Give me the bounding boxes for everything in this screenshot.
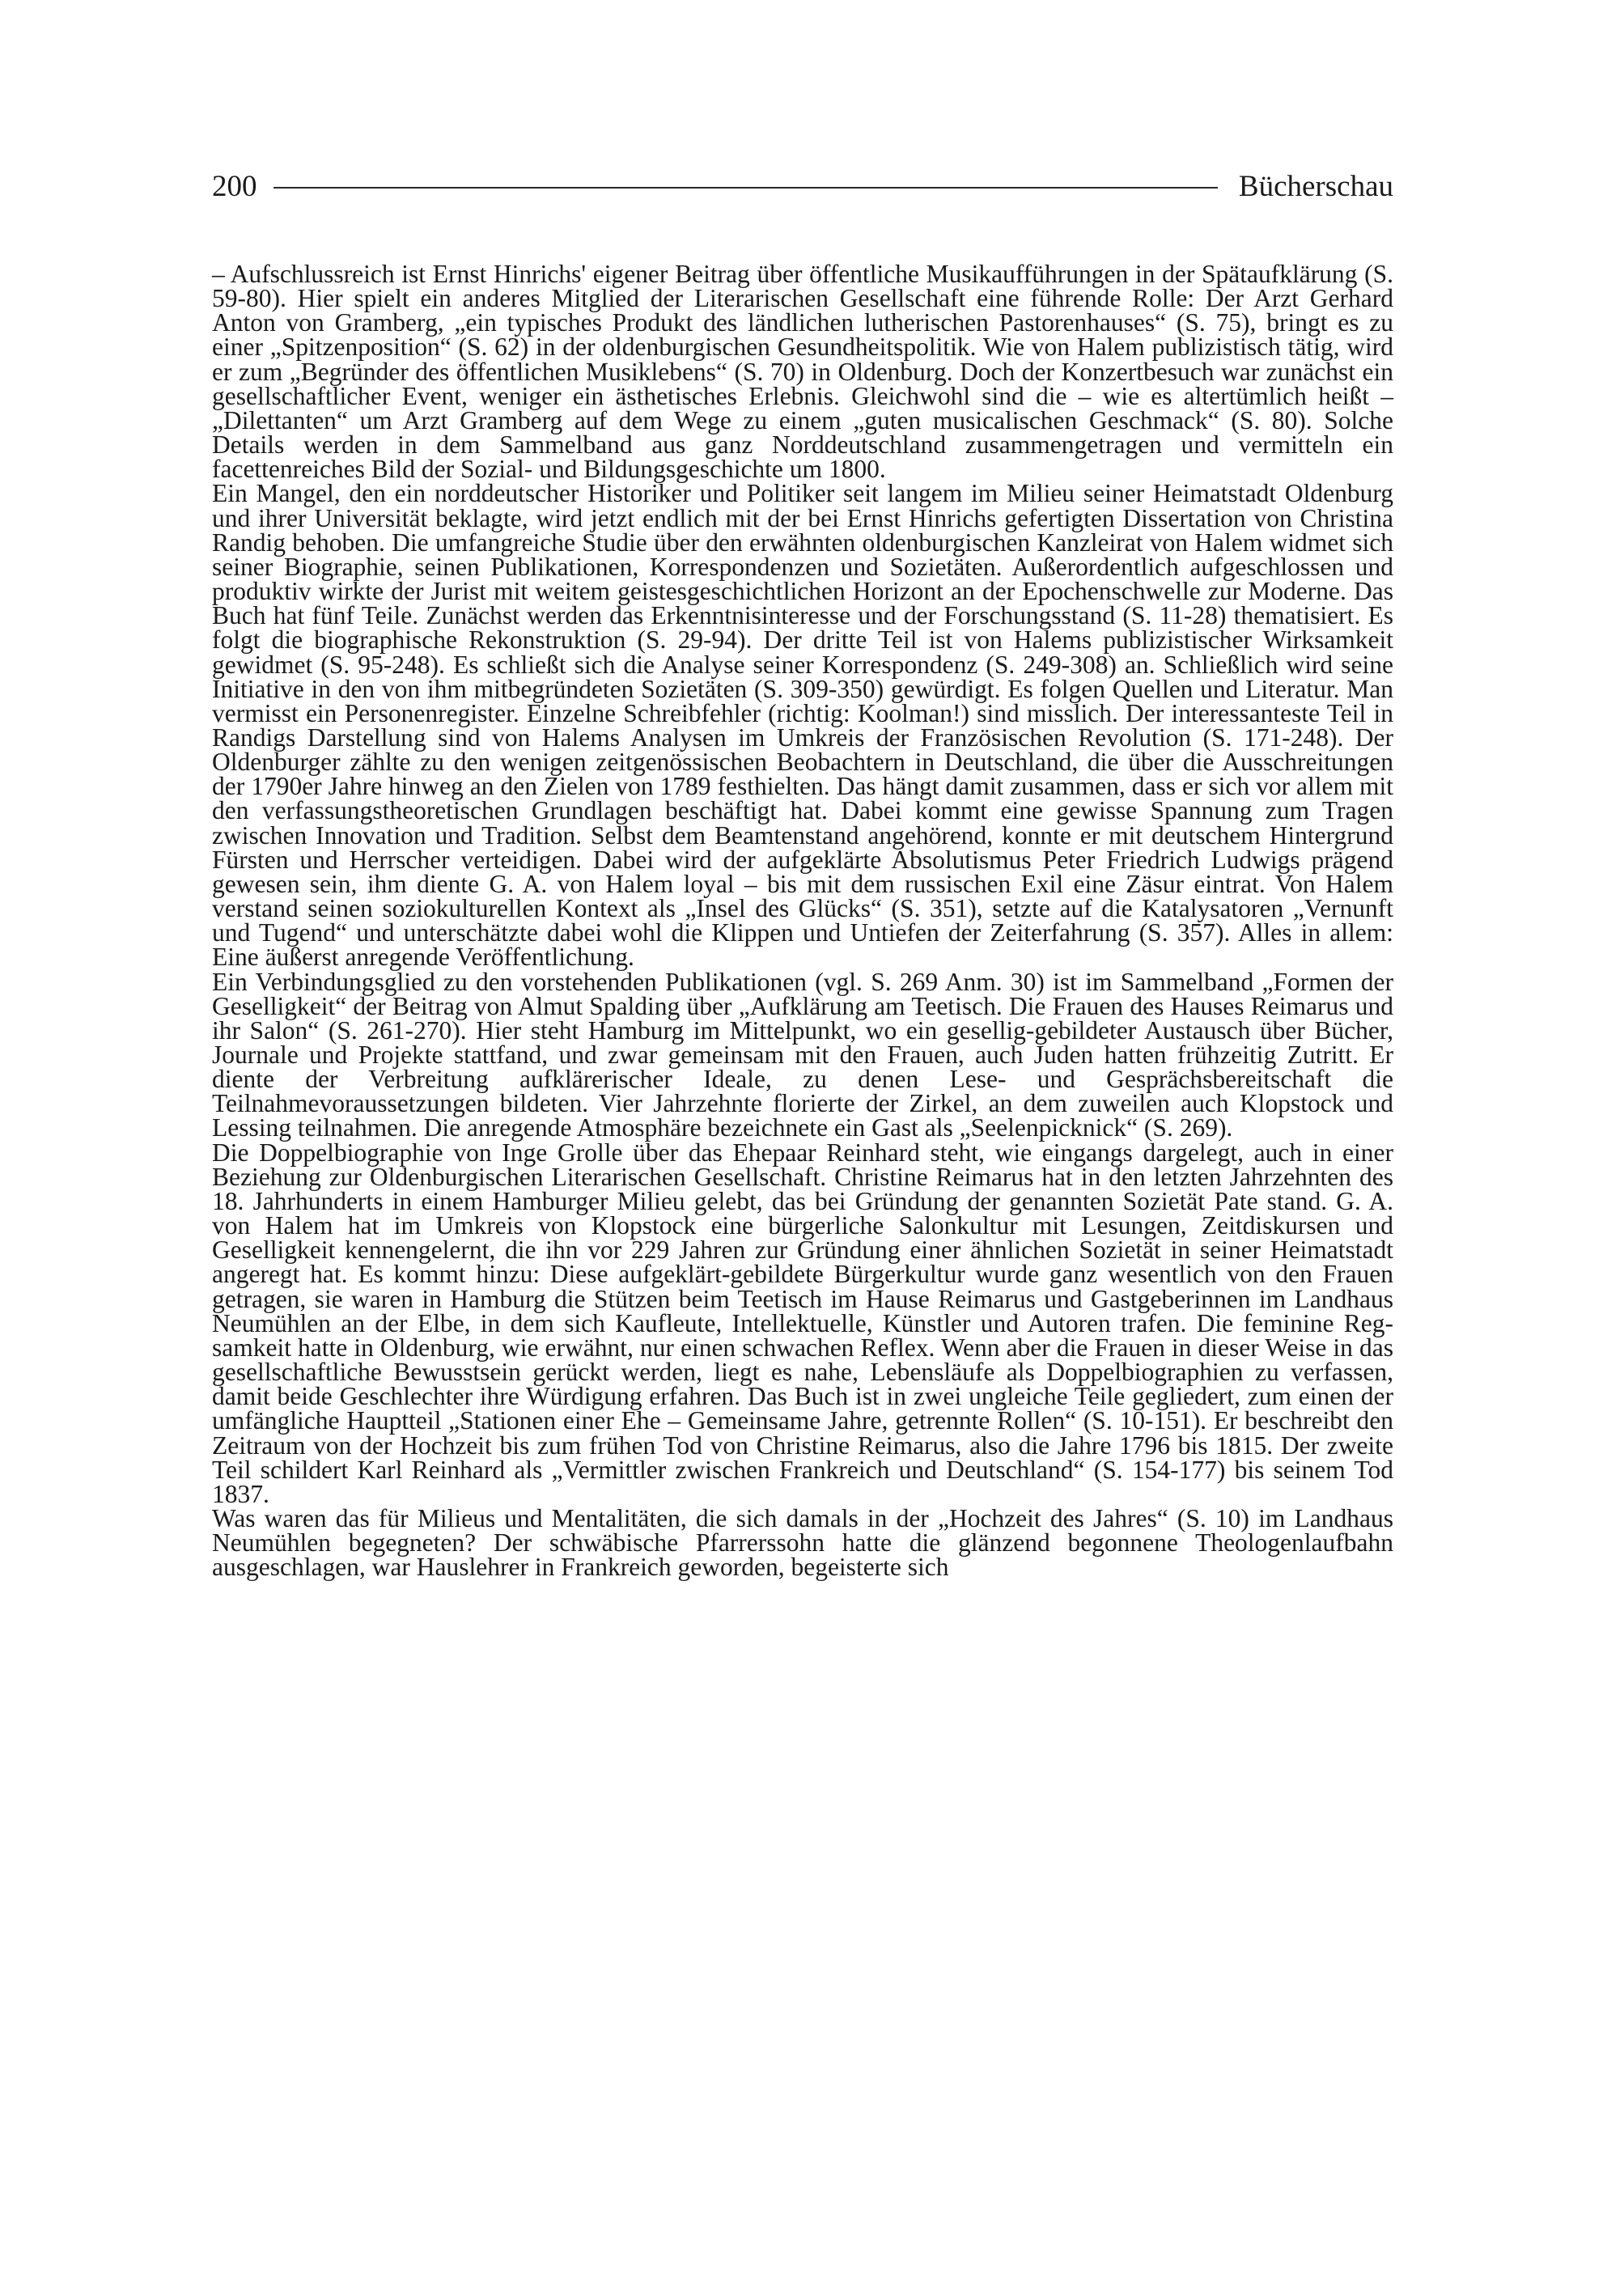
body-text <box>212 260 1393 1582</box>
running-head <box>212 162 1393 210</box>
paragraph-spalding-reimarus: Ein Verbindungsglied zu den vorstehenden Publikationen (vgl. S. 269 Anm. 30) ist im Sammelband „Formen der Geselligkeit“ der Beitrag von Almut Spalding über „Aufklärung am Teetisch. Die Frauen des Hauses Reimarus und ihr Salon“ (S. 261-270). Hier steht Hamburg im Mittelpunkt, wo ein gesellig-gebildeter Austausch über Bücher, Journale und Projekte stattfand, und zwar gemeinsam mit den Frauen, auch Juden hatten frühzeitig Zutritt. Er diente der Verbreitung aufklärerischer Ideale, zu denen Lese- und Gesprächsbereitschaft die Teilnahmevoraussetzungen bildeten. Vier Jahrzehnte florierte der Zirkel, an dem zuweilen auch Klopstock und Lessing teilnahmen. Die anregende Atmosphäre bezeichnete ein Gast als „Seelenpicknick“ (S. 269). <box>212 967 1393 1142</box>
section-title: Bücherschau <box>1238 169 1393 203</box>
paragraph-randig-dissertation: Ein Mangel, den ein norddeutscher Historiker und Politiker seit langem im Milieu seiner Heimatstadt Oldenburg und ihrer Universität beklagte, wird jetzt endlich mit der bei Ernst Hinrichs gefertigten Dissertation von Christina Randig behoben. Die umfangreiche Studie über den erwähnten oldenburgischen Kanzleirat von Halem widmet sich seiner Biographie, seinen Publikationen, Korrespondenzen und Sozietäten. Außerordentlich aufgeschlossen und produktiv wirkte der Jurist mit weitem geistesgeschichtlichen Horizont an der Epochenschwelle zur Moderne. Das Buch hat fünf Teile. Zunächst werden das Erkenntnisinteresse und der Forschungsstand (S. 11-28) thematisiert. Es folgt die biographische Rekonstruktion (S. 29-94). Der dritte Teil ist von Halems publizistischer Wirksamkeit gewidmet (S. 95-248). Es schließt sich die Analyse seiner Korrespondenz (S. 249-308) an. Schließlich wird seine Initiative in den von ihm mitbegründeten Sozietäten (S. 309-350) gewürdigt. Es folgen Quellen und Literatur. Man vermisst ein Personenregister. Einzelne Schreibfehler (richtig: Koolman!) sind misslich. Der interessanteste Teil in Randigs Darstellung sind von Halems Analysen im Umkreis der Französischen Revolution (S. 171-248). Der Oldenburger zählte zu den wenigen zeitgenössischen Beobachtern in Deutschland, die über die Ausschreitungen der 1790er Jahre hinweg an den Zielen von 1789 festhielten. Das hängt damit zusammen, dass er sich vor allem mit den verfassungstheoretischen Grundlagen beschäftigt hat. Dabei kommt eine gewisse Spannung zum Tragen zwischen Innovation und Tradition. Selbst dem Beamtenstand angehörend, konnte er mit deutschem Hintergrund Fürsten und Herrscher verteidigen. Dabei wird der aufgeklärte Absolutismus Peter Friedrich Ludwigs prägend gewesen sein, ihm diente G. A. von Halem loyal – bis mit dem russischen Exil eine Zäsur eintrat. Von Halem verstand seinen soziokulturellen Kontext als „Insel des Glücks“ (S. 351), setzte auf die Katalysatoren „Vernunft und Tugend“ und unterschätzte dabei wohl die Klippen und Untiefen der Zeiterfahrung (S. 357). Alles in allem: Eine äußerst anregende Veröffentlichung. <box>212 479 1393 972</box>
paragraph-grolle-doppelbiographie: Die Doppelbiographie von Inge Grolle über das Ehepaar Reinhard steht, wie eingangs dargelegt, auch in einer Beziehung zur Oldenburgischen Literarischen Gesellschaft. Christine Reimarus hat in den letzten Jahrzehnten des 18. Jahrhunderts in einem Hamburger Milieu gelebt, das bei Gründung der genannten Sozietät Pate stand. G. A. von Halem hat im Umkreis von Klopstock eine bürgerliche Salonkultur mit Lesungen, Zeitdiskursen und Geselligkeit kennengelernt, die ihn vor 229 Jahren zur Gründung einer ähnlichen Sozietät in seiner Heimatstadt angeregt hat. Es kommt hinzu: Diese aufgeklärt-gebildete Bürgerkultur wurde ganz wesentlich von den Frauen getragen, sie waren in Hamburg die Stützen beim Teetisch im Hause Reimarus und Gastgeberinnen im Landhaus Neumühlen an der Elbe, in dem sich Kaufleute, Intellektuelle, Künstler und Autoren trafen. Die feminine Regsamkeit hatte in Oldenburg, wie erwähnt, nur einen schwachen Reflex. Wenn aber die Frauen in dieser Weise in das gesellschaftliche Bewusstsein gerückt werden, liegt es nahe, Lebensläufe als Doppelbiographien zu verfassen, damit beide Geschlechter ihre Würdigung erfahren. Das Buch ist in zwei ungleiche Teile gegliedert, zum einen der umfängliche Hauptteil „Stationen einer Ehe – Gemeinsame Jahre, getrennte Rollen“ (S. 10-151). Er beschreibt den Zeitraum von der Hochzeit bis zum frühen Tod von Christine Reimarus, also die Jahre 1796 bis 1815. Der zweite Teil schildert Karl Reinhard als „Vermittler zwischen Frankreich und Deutschland“ (S. 154-177) bis seinem Tod 1837. <box>212 1138 1393 1508</box>
paragraph-milieus-mentalitaeten: Was waren das für Milieus und Mentalitäten, die sich damals in der „Hochzeit des Jahres“ (S. 10) im Landhaus Neumühlen begegneten? Der schwäbische Pfarrerssohn hatte die glänzend begonnene Theologenlaufbahn ausgeschlagen, war Hauslehrer in Frankreich geworden, begeisterte sich <box>212 1503 1393 1582</box>
paragraph-hinrichs-musik: – Aufschlussreich ist Ernst Hinrichs' eigener Beitrag über öffentliche Musikaufführungen in der Spätaufklärung (S. 59-80). Hier spielt ein anderes Mitglied der Literarischen Gesellschaft eine führende Rolle: Der Arzt Gerhard Anton von Gramberg, „ein typisches Produkt des ländlichen lutherischen Pastorenhauses“ (S. 75), bringt es zu einer „Spitzenposition“ (S. 62) in der oldenburgischen Gesundheitspolitik. Wie von Halem publizistisch tätig, wird er zum „Begründer des öffentlichen Musiklebens“ (S. 70) in Oldenburg. Doch der Konzertbesuch war zunächst ein gesellschaftlicher Event, weniger ein ästhetisches Erlebnis. Gleichwohl sind die – wie es altertümlich heißt – „Dilettanten“ um Arzt Gramberg auf dem Wege zu einem „guten musicalischen Geschmack“ (S. 80). Solche Details werden in dem Sammelband aus ganz Norddeutschland zusammengetragen und vermitteln ein facettenreiches Bild der Sozial- und Bildungsgeschichte um 1800. <box>212 260 1393 484</box>
page-number: 200 <box>212 169 257 203</box>
header-rule <box>273 187 1218 189</box>
